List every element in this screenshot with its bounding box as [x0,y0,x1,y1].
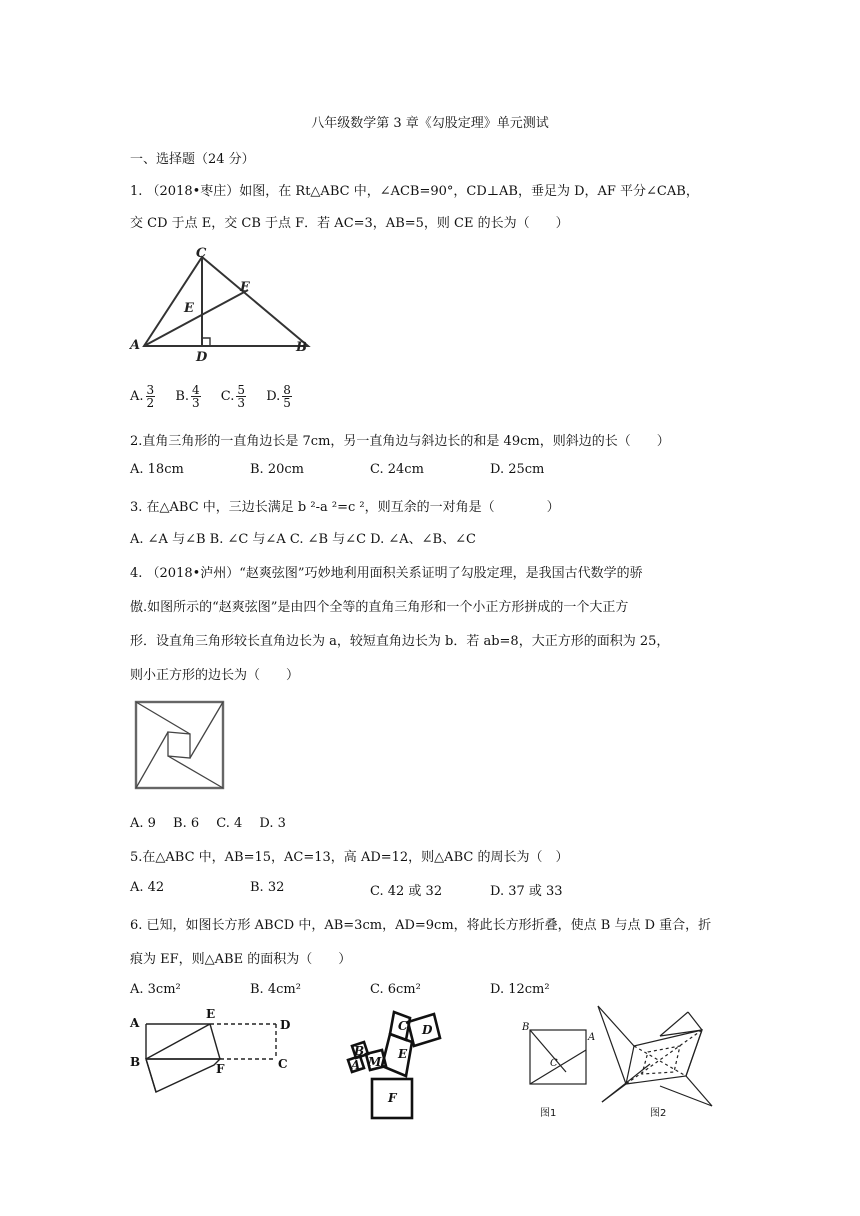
q1-option-b[interactable]: B. $\frac{4}{3}$ [175,383,200,410]
q4-text-3: 形．设直角三角形较长直角边长为 a，较短直角边长为 b．若 ab=8，大正方形的面积为 25， [130,634,670,649]
label-A: A [130,338,141,353]
q5-option-a[interactable]: A. 42 [130,880,165,895]
star-label-B: B [522,1022,530,1033]
fig2-caption: 图2 [650,1108,667,1119]
q1-options [130,384,294,409]
star-label-C: C [550,1058,558,1069]
fold-label-A: A [130,1016,140,1030]
q6-option-d[interactable]: D. 12cm² [490,982,550,997]
fold-label-D: D [280,1018,291,1032]
label-C: C [196,246,207,261]
q2-option-d[interactable]: D. 25cm [490,462,545,477]
label-B: B [296,340,307,355]
sq-label-F: F [388,1091,397,1105]
q5-option-c[interactable]: C. 42 或 32 [370,884,443,899]
q5-option-d[interactable]: D. 37 或 33 [490,884,563,899]
q1-option-d[interactable]: D. $\frac{8}{5}$ [266,383,291,410]
label-D: D [196,350,208,365]
sq-label-C: C [398,1019,408,1033]
q2-text: 2.直角三角形的一直角边长是 7cm，另一直角边与斜边长的和是 49cm，则斜边的长（ ） [130,434,670,449]
sq-label-B: B [354,1044,365,1058]
squares-figure [342,1002,462,1120]
fold-label-B: B [130,1055,141,1069]
fig1-caption: 图1 [540,1108,557,1119]
q2-option-b[interactable]: B. 20cm [250,462,304,477]
q1-text-1: 1. （2018•枣庄）如图，在 Rt△ABC 中，∠ACB=90°，CD⊥AB，垂足为 D，AF 平分∠CAB， [130,184,699,199]
sq-label-E: E [398,1047,408,1061]
star-figures [510,1002,720,1120]
q4-options[interactable]: A. 9 B. 6 C. 4 D. 3 [130,816,286,831]
q4-text-4: 则小正方形的边长为（ ） [130,668,300,683]
q2-option-c[interactable]: C. 24cm [370,462,424,477]
q4-zhaoshuang-figure [134,700,226,790]
sq-label-A: A [351,1058,361,1072]
q3-options[interactable]: A. ∠A 与∠B B. ∠C 与∠A C. ∠B 与∠C D. ∠A、∠B、∠C [130,532,476,547]
q6-text-2: 痕为 EF，则△ABE 的面积为（ ） [130,952,352,967]
q5-option-b[interactable]: B. 32 [250,880,285,895]
fold-label-C: C [278,1057,288,1071]
q6-fold-figure [128,1008,298,1098]
label-E: E [184,301,194,316]
label-F: F [240,280,250,295]
q4-text-1: 4. （2018•泸州）“赵爽弦图”巧妙地利用面积关系证明了勾股定理，是我国古代数学的骄 [130,566,643,581]
q6-option-a[interactable]: A. 3cm² [130,982,181,997]
q6-text-1: 6. 已知，如图长方形 ABCD 中，AB=3cm，AD=9cm，将此长方形折叠，使点 B 与点 D 重合，折 [130,918,712,933]
q6-option-b[interactable]: B. 4cm² [250,982,301,997]
fold-label-F: F [216,1062,225,1076]
q6-option-c[interactable]: C. 6cm² [370,982,421,997]
sq-label-D: D [422,1023,433,1037]
page-title: 八年级数学第 3 章《勾股定理》单元测试 [311,116,549,131]
q1-option-a[interactable]: A. $\frac{3}{2}$ [130,383,155,410]
fold-label-E: E [206,1007,216,1021]
star-label-A: A [588,1032,596,1043]
q1-triangle-figure [128,245,328,370]
q4-text-2: 傲.如图所示的“赵爽弦图”是由四个全等的直角三角形和一个小正方形拼成的一个大正方 [130,600,629,615]
sq-label-M: M [368,1055,382,1069]
q3-text: 3. 在△ABC 中，三边长满足 b ²-a ²=c ²，则互余的一对角是（ ） [130,500,560,515]
q1-option-c[interactable]: C. $\frac{5}{3}$ [220,383,246,410]
q5-text: 5.在△ABC 中，AB=15，AC=13，高 AD=12，则△ABC 的周长为（ ） [130,850,569,865]
q1-text-2: 交 CD 于点 E，交 CB 于点 F．若 AC=3，AB=5，则 CE 的长为（ ） [130,216,569,231]
q2-option-a[interactable]: A. 18cm [130,462,184,477]
section-heading: 一、选择题（24 分） [130,152,255,167]
